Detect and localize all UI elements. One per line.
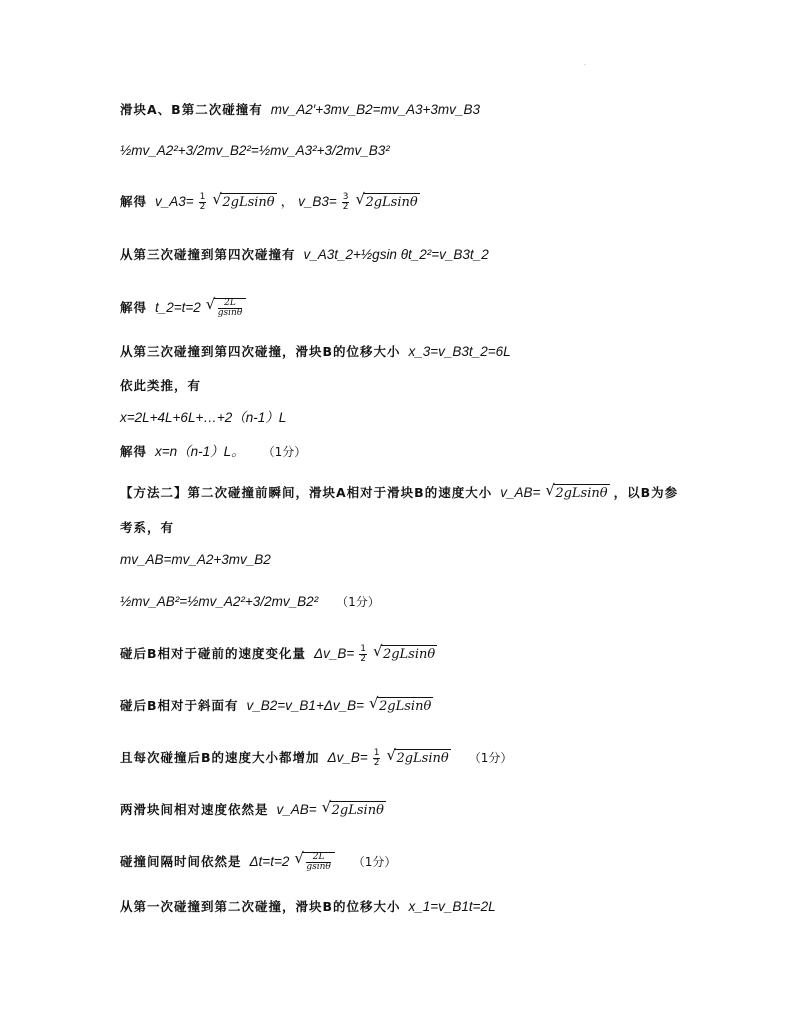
- sqrt-expression: √ 2gLsinθ: [322, 801, 386, 820]
- equation: t_2=t=2: [155, 300, 201, 315]
- fraction: $\frac{1}{2}$: [373, 748, 380, 768]
- line-solve-x: [120, 443, 306, 461]
- equation: mv_AB=mv_A2+3mv_B2: [120, 552, 271, 567]
- fraction: $\frac{1}{2}$: [199, 192, 206, 212]
- equation: x=n（n-1）L。: [155, 444, 245, 459]
- text: 滑块A、B第二次碰撞有: [120, 102, 263, 117]
- equation: ½mv_A2²+3/2mv_B2²=½mv_A3²+3/2mv_B3²: [120, 143, 390, 158]
- score-note: （1分）: [262, 445, 307, 459]
- equation: v_A3=: [155, 194, 194, 209]
- text: 解得: [120, 444, 148, 459]
- line-collision-two-energy: [120, 142, 390, 160]
- line-velocity-increase: [120, 749, 512, 768]
- line-solve-t2: [120, 298, 246, 318]
- separator: ，: [280, 194, 295, 209]
- equation: v_AB=: [276, 802, 317, 817]
- text: 且每次碰撞后B的速度大小都增加: [120, 750, 320, 765]
- text: 从第一次碰撞到第二次碰撞，滑块B的位移大小: [120, 899, 401, 914]
- sqrt-expression: √ 2gLsinθ: [369, 697, 433, 716]
- text: 考系，有: [120, 520, 175, 535]
- line-sum: [120, 409, 286, 427]
- text: 碰后B相对于碰前的速度变化量: [120, 646, 307, 661]
- sqrt-expression: √ 2gLsinθ: [355, 193, 419, 212]
- equation: Δt=t=2: [249, 854, 290, 869]
- line-relative-incline: [120, 697, 433, 716]
- equation: v_B2=v_B1+Δv_B=: [246, 698, 365, 713]
- fraction: $\frac{3}{2}$: [342, 192, 349, 212]
- text: 【方法二】第二次碰撞前瞬间，滑块A相对于滑块B的速度大小: [120, 485, 493, 500]
- line-collision-interval: [120, 852, 396, 872]
- line-displacement-x3: [120, 343, 511, 361]
- fraction: $\frac{1}{2}$: [360, 644, 366, 664]
- equation: v_B3=: [298, 194, 337, 209]
- text: 解得: [120, 194, 148, 209]
- equation: mv_A2′+3mv_B2=mv_A3+3mv_B3: [270, 102, 480, 117]
- text: 两滑块间相对速度依然是: [120, 802, 269, 817]
- line-third-to-fourth: [120, 246, 489, 264]
- text: 从第三次碰撞到第四次碰撞有: [120, 247, 296, 262]
- equation: Δv_B=: [327, 750, 368, 765]
- line-solve-va3-vb3: [120, 193, 420, 212]
- text: ，以B为参: [613, 485, 679, 500]
- line-induction: [120, 377, 205, 395]
- sqrt-expression: √ 2gLsinθ: [212, 193, 276, 212]
- line-velocity-change: [120, 645, 437, 664]
- equation: x=2L+4L+6L+…+2（n-1）L: [120, 410, 287, 425]
- text: 依此类推，有: [120, 378, 202, 393]
- text: 碰后B相对于斜面有: [120, 698, 239, 713]
- equation: v_AB=: [500, 485, 541, 500]
- score-note: （1分）: [336, 595, 380, 609]
- equation: v_A3t_2+½gsin θt_2²=v_B3t_2: [303, 247, 489, 262]
- line-reference-frame: [120, 519, 178, 537]
- equation: ½mv_AB²=½mv_A2²+3/2mv_B2²: [120, 594, 319, 609]
- sqrt-expression: √ 2gLsinθ: [386, 749, 450, 768]
- page-mark: ·: [584, 62, 586, 69]
- line-displacement-x1: [120, 898, 496, 916]
- sqrt-expression: √ $\frac{2L}{gsin\theta}$: [294, 852, 334, 872]
- score-note: （1分）: [468, 751, 513, 765]
- sqrt-expression: √ 2gLsinθ: [373, 645, 437, 664]
- text: 解得: [120, 300, 148, 315]
- equation: Δv_B=: [314, 646, 355, 661]
- score-note: （1分）: [352, 855, 397, 869]
- line-relative-speed: [120, 801, 386, 820]
- line-collision-two-momentum: [120, 101, 480, 119]
- sqrt-expression: √ $\frac{2L}{gsin\theta}$: [206, 298, 246, 318]
- line-relative-energy: [120, 593, 380, 611]
- line-method-two: [120, 484, 682, 503]
- equation: x_1=v_B1t=2L: [408, 899, 496, 914]
- line-relative-momentum: [120, 551, 271, 569]
- sqrt-expression: √ 2gLsinθ: [545, 484, 609, 503]
- text: 碰撞间隔时间依然是: [120, 854, 242, 869]
- equation: x_3=v_B3t_2=6L: [408, 344, 511, 359]
- text: 从第三次碰撞到第四次碰撞，滑块B的位移大小: [120, 344, 401, 359]
